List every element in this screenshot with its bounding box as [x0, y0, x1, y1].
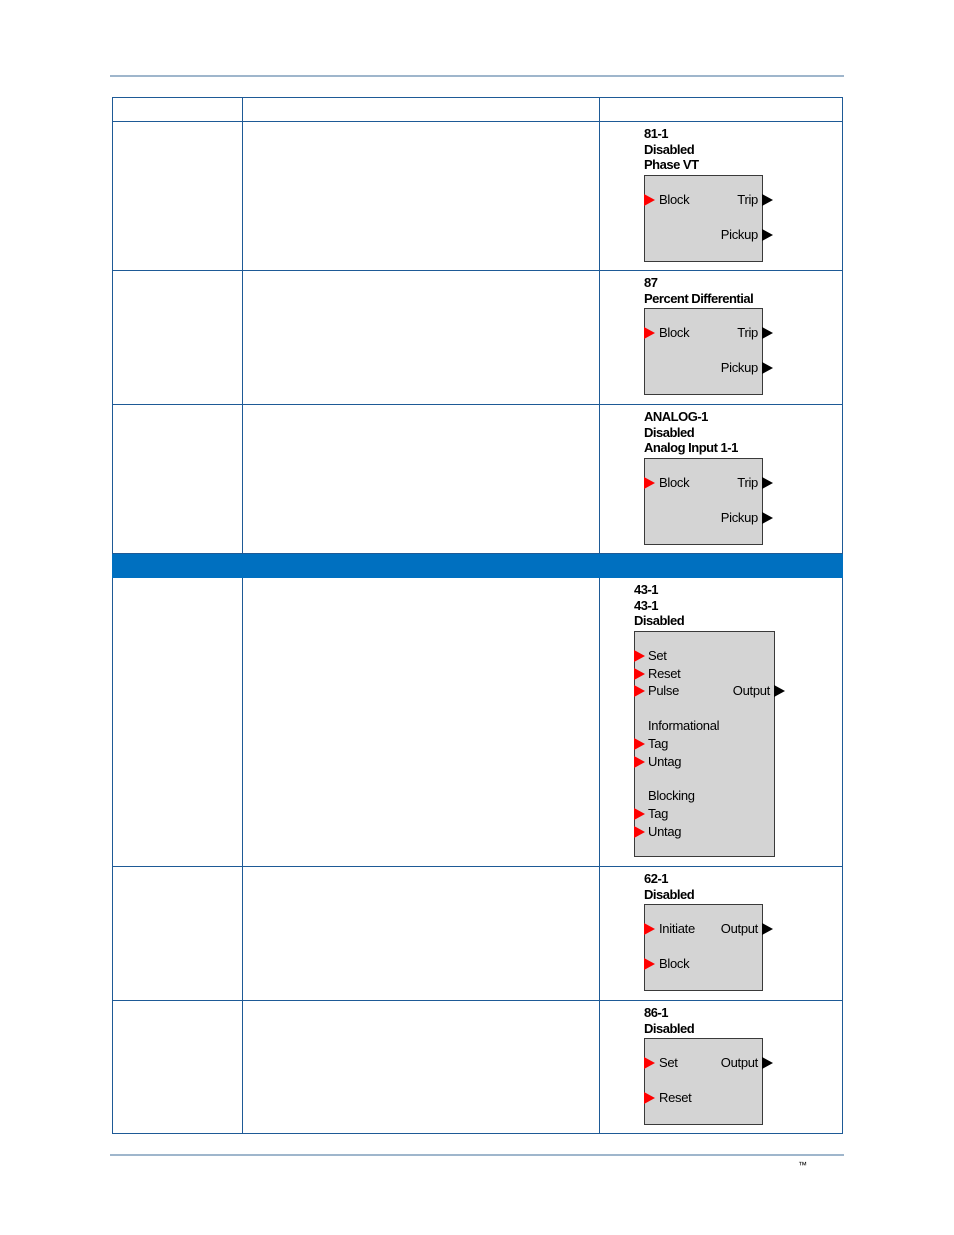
input-arrow-icon[interactable] [644, 327, 655, 339]
output-arrow-icon[interactable] [762, 229, 773, 241]
input-label-pulse: Pulse [648, 682, 680, 698]
block-name: 43-1 [634, 597, 659, 613]
group-label-informational: Informational [648, 717, 720, 733]
section-band [113, 554, 843, 578]
block-body [644, 458, 763, 545]
logic-block-analog[interactable] [644, 409, 763, 545]
output-arrow-icon[interactable] [762, 1057, 773, 1069]
block-name: Analog Input 1-1 [644, 440, 738, 455]
input-arrow-icon[interactable] [634, 685, 645, 697]
logic-block-81[interactable] [644, 126, 763, 262]
table-header-row [113, 98, 843, 122]
logic-element-table [112, 97, 843, 1134]
input-label-untag: Untag [648, 753, 682, 769]
input-label-untag: Untag [648, 823, 682, 839]
logic-block-87[interactable] [644, 275, 763, 395]
block-status: Disabled [644, 1020, 695, 1036]
output-label-trip: Trip [737, 191, 758, 207]
header-cell-description [243, 98, 600, 122]
input-label-initiate: Initiate [659, 921, 695, 936]
output-arrow-icon[interactable] [774, 685, 785, 697]
header-cell-diagram [600, 98, 843, 122]
input-label-set: Set [659, 1055, 678, 1070]
input-arrow-icon[interactable] [634, 668, 645, 680]
output-label-pickup: Pickup [720, 226, 758, 242]
group-label-blocking: Blocking [648, 787, 695, 803]
input-arrow-icon[interactable] [644, 477, 655, 489]
input-arrow-icon[interactable] [644, 923, 655, 935]
input-arrow-icon[interactable] [634, 808, 645, 820]
block-body [644, 308, 763, 395]
output-arrow-icon[interactable] [762, 512, 773, 524]
output-label-output: Output [720, 921, 758, 936]
block-name: Percent Differential [644, 290, 754, 306]
block-id: 62-1 [644, 871, 669, 886]
table-row [113, 271, 843, 405]
input-label-block: Block [659, 191, 690, 207]
output-arrow-icon[interactable] [762, 477, 773, 489]
output-arrow-icon[interactable] [762, 327, 773, 339]
output-label-output: Output [720, 1055, 758, 1070]
block-status: Disabled [634, 613, 685, 628]
table-row [113, 867, 843, 1001]
trademark-mark: ™ [798, 1160, 807, 1170]
table-row [113, 578, 843, 867]
block-id: 87 [644, 275, 658, 290]
block-name: Phase VT [644, 157, 699, 172]
block-status: Disabled [644, 141, 695, 157]
header-cell-name [113, 98, 243, 122]
logic-block-62[interactable] [644, 871, 763, 991]
input-arrow-icon[interactable] [644, 958, 655, 970]
logic-block-86[interactable] [644, 1005, 763, 1125]
input-arrow-icon[interactable] [634, 650, 645, 662]
input-label-block: Block [659, 474, 690, 490]
block-body [644, 1038, 763, 1125]
output-arrow-icon[interactable] [762, 362, 773, 374]
output-label-trip: Trip [737, 474, 758, 490]
block-id: 86-1 [644, 1005, 669, 1020]
block-body [644, 904, 763, 991]
block-body [644, 175, 763, 262]
input-arrow-icon[interactable] [644, 194, 655, 206]
output-arrow-icon[interactable] [762, 923, 773, 935]
output-label-trip: Trip [737, 325, 758, 340]
block-status: Disabled [644, 886, 695, 902]
output-arrow-icon[interactable] [762, 194, 773, 206]
input-label-block: Block [659, 956, 690, 971]
block-id: 81-1 [644, 126, 669, 141]
input-arrow-icon[interactable] [634, 826, 645, 838]
table-row [113, 1001, 843, 1134]
input-arrow-icon[interactable] [634, 738, 645, 750]
output-label-pickup: Pickup [720, 509, 758, 525]
block-body [634, 631, 775, 857]
header-rule [110, 75, 844, 77]
input-arrow-icon[interactable] [634, 756, 645, 768]
logic-block-43[interactable] [634, 582, 775, 857]
input-label-reset: Reset [659, 1090, 692, 1105]
input-label-tag: Tag [648, 735, 669, 751]
block-status: Disabled [644, 424, 695, 440]
block-id: 43-1 [634, 582, 659, 597]
input-arrow-icon[interactable] [644, 1092, 655, 1104]
block-id: ANALOG-1 [644, 409, 708, 424]
input-label-set: Set [648, 647, 667, 663]
table-row [113, 122, 843, 271]
output-label-pickup: Pickup [720, 360, 758, 375]
input-arrow-icon[interactable] [644, 1057, 655, 1069]
table-row [113, 405, 843, 554]
input-label-reset: Reset [648, 665, 681, 681]
input-label-tag: Tag [648, 805, 669, 821]
footer-rule [110, 1154, 844, 1156]
input-label-block: Block [659, 325, 690, 340]
output-label-output: Output [732, 682, 770, 698]
